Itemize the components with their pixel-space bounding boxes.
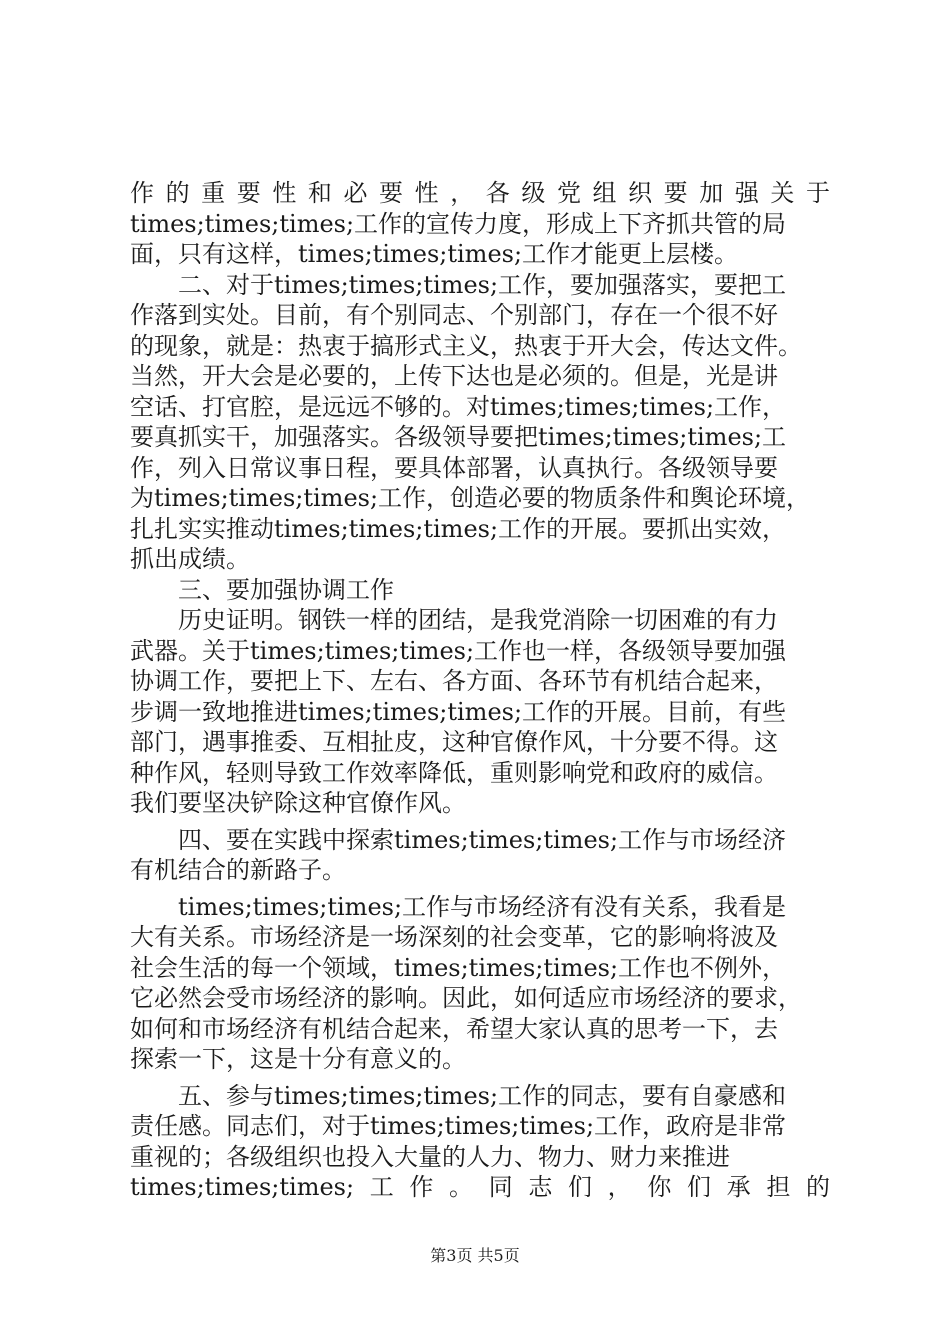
page-footer: 第3页 共5页 <box>430 1246 520 1265</box>
text-line: 大有关系。市场经济是一场深刻的社会变革，它的影响将波及 <box>130 923 778 951</box>
section-heading: 三、要加强协调工作 <box>130 575 394 604</box>
text-line: 空话、打官腔，是远远不够的。对times;times;times;工作， <box>130 392 787 421</box>
text-line: 五、参与times;times;times;工作的同志，要有自豪感和 <box>130 1081 787 1110</box>
text-line: 面，只有这样，times;times;times;工作才能更上层楼。 <box>130 240 739 268</box>
text-line: 步调一致地推进times;times;times;工作的开展。目前，有些 <box>130 697 787 726</box>
text-line: 社会生活的每一个领域，times;times;times;工作也不例外， <box>130 953 787 982</box>
text-line: 的现象，就是：热衷于搞形式主义，热衷于开大会，传达文件。 <box>130 331 802 360</box>
text-line: 它必然会受市场经济的影响。因此，如何适应市场经济的要求， <box>130 984 802 1012</box>
text-line: 如何和市场经济有机结合起来，希望大家认真的思考一下，去 <box>130 1014 778 1043</box>
text-line: 扎扎实实推动times;times;times;工作的开展。要抓出实效， <box>130 514 787 543</box>
text-line: 二、对于times;times;times;工作，要加强落实，要把工 <box>130 270 787 299</box>
document-body <box>130 178 830 1203</box>
text-line: 作，列入日常议事日程，要具体部署，认真执行。各级领导要 <box>130 453 778 482</box>
text-line: 责任感。同志们，对于times;times;times;工作，政府是非常 <box>130 1112 787 1140</box>
text-line: times;times;times;工作与市场经济有没有关系，我看是 <box>130 892 787 921</box>
text-line: 部门，遇事推委、互相扯皮，这种官僚作风，十分要不得。这 <box>130 728 778 756</box>
text-line: times;times;times;工作。同志们，你们承担的 <box>130 1173 830 1201</box>
text-line: 重视的；各级组织也投入大量的人力、物力、财力来推进 <box>130 1142 730 1171</box>
text-line: 探索一下，这是十分有意义的。 <box>130 1045 466 1073</box>
text-line: 武器。关于times;times;times;工作也一样，各级领导要加强 <box>130 636 787 665</box>
text-line: 为times;times;times;工作，创造必要的物质条件和舆论环境， <box>130 484 811 512</box>
text-line: 作的重要性和必要性，各级党组织要加强关于 <box>130 179 830 207</box>
text-line: 有机结合的新路子。 <box>130 856 346 884</box>
text-line: 当然，开大会是必要的，上传下达也是必须的。但是，光是讲 <box>130 362 778 390</box>
text-line: 作落到实处。目前，有个别同志、个别部门，存在一个很不好 <box>130 301 778 329</box>
section-heading: 四、要在实践中探索times;times;times;工作与市场经济 <box>130 825 787 854</box>
text-line: times;times;times;工作的宣传力度，形成上下齐抓共管的局 <box>130 209 787 238</box>
text-line: 要真抓实干，加强落实。各级领导要把times;times;times;工 <box>130 423 787 451</box>
text-line: 抓出成绩。 <box>130 545 250 573</box>
text-line: 我们要坚决铲除这种官僚作风。 <box>130 789 466 817</box>
text-line: 历史证明。钢铁一样的团结，是我党消除一切困难的有力 <box>130 606 778 634</box>
text-line: 种作风，轻则导致工作效率降低，重则影响党和政府的威信。 <box>130 758 778 787</box>
text-line: 协调工作，要把上下、左右、各方面、各环节有机结合起来， <box>130 667 778 695</box>
